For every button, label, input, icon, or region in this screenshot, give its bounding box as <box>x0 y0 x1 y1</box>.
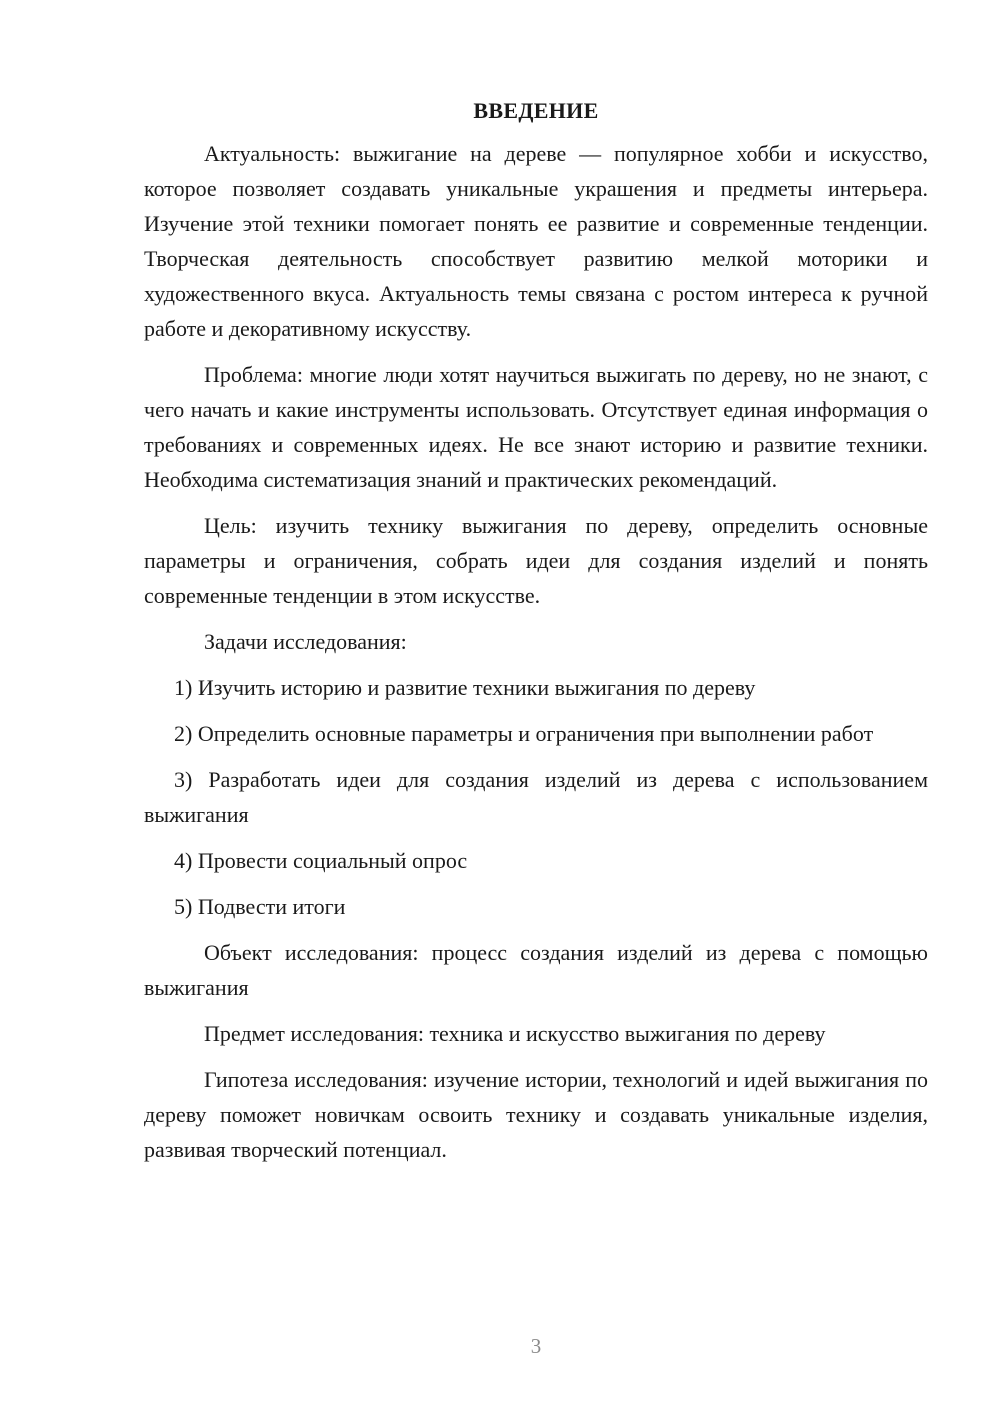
task-item-1: 1) Изучить историю и развитие техники выжигания по дереву <box>174 675 756 700</box>
page-content <box>144 96 928 1178</box>
page-title: ВВЕДЕНИЕ <box>473 98 599 123</box>
subject-paragraph: Предмет исследования: техника и искусство выжигания по дереву <box>204 1021 826 1046</box>
problem-paragraph: Проблема: многие люди хотят научиться выжигать по дереву, но не знают, с чего начать и какие инструменты использовать. Отсутствует единая информация о требованиях и современных идеях. Не все знают историю и развитие техники. Необходима систематизация знаний и практических рекомендаций. <box>144 362 928 492</box>
goal-paragraph: Цель: изучить технику выжигания по дереву, определить основные параметры и ограничения, собрать идеи для создания изделий и понять современные тенденции в этом искусстве. <box>144 513 928 608</box>
task-item-5: 5) Подвести итоги <box>174 894 346 919</box>
relevance-paragraph: Актуальность: выжигание на дереве — популярное хобби и искусство, которое позволяет создавать уникальные украшения и предметы интерьера. Изучение этой техники помогает понять ее развитие и современные тенденции. Творческая деятельность способствует развитию мелкой моторики и художественного вкуса. Актуальность темы связана с ростом интереса к ручной работе и декоративному искусству. <box>144 141 928 341</box>
task-item-4: 4) Провести социальный опрос <box>174 848 468 873</box>
tasks-heading: Задачи исследования: <box>204 629 407 654</box>
page-number: 3 <box>530 1334 542 1358</box>
object-paragraph: Объект исследования: процесс создания изделий из дерева с помощью выжигания <box>144 940 928 1000</box>
task-item-3: 3) Разработать идеи для создания изделий из дерева с использованием выжигания <box>144 767 928 827</box>
hypothesis-paragraph: Гипотеза исследования: изучение истории, технологий и идей выжигания по дереву поможет новичкам освоить технику и создавать уникальные изделия, развивая творческий потенциал. <box>144 1067 928 1162</box>
task-item-2: 2) Определить основные параметры и ограничения при выполнении работ <box>174 721 874 746</box>
